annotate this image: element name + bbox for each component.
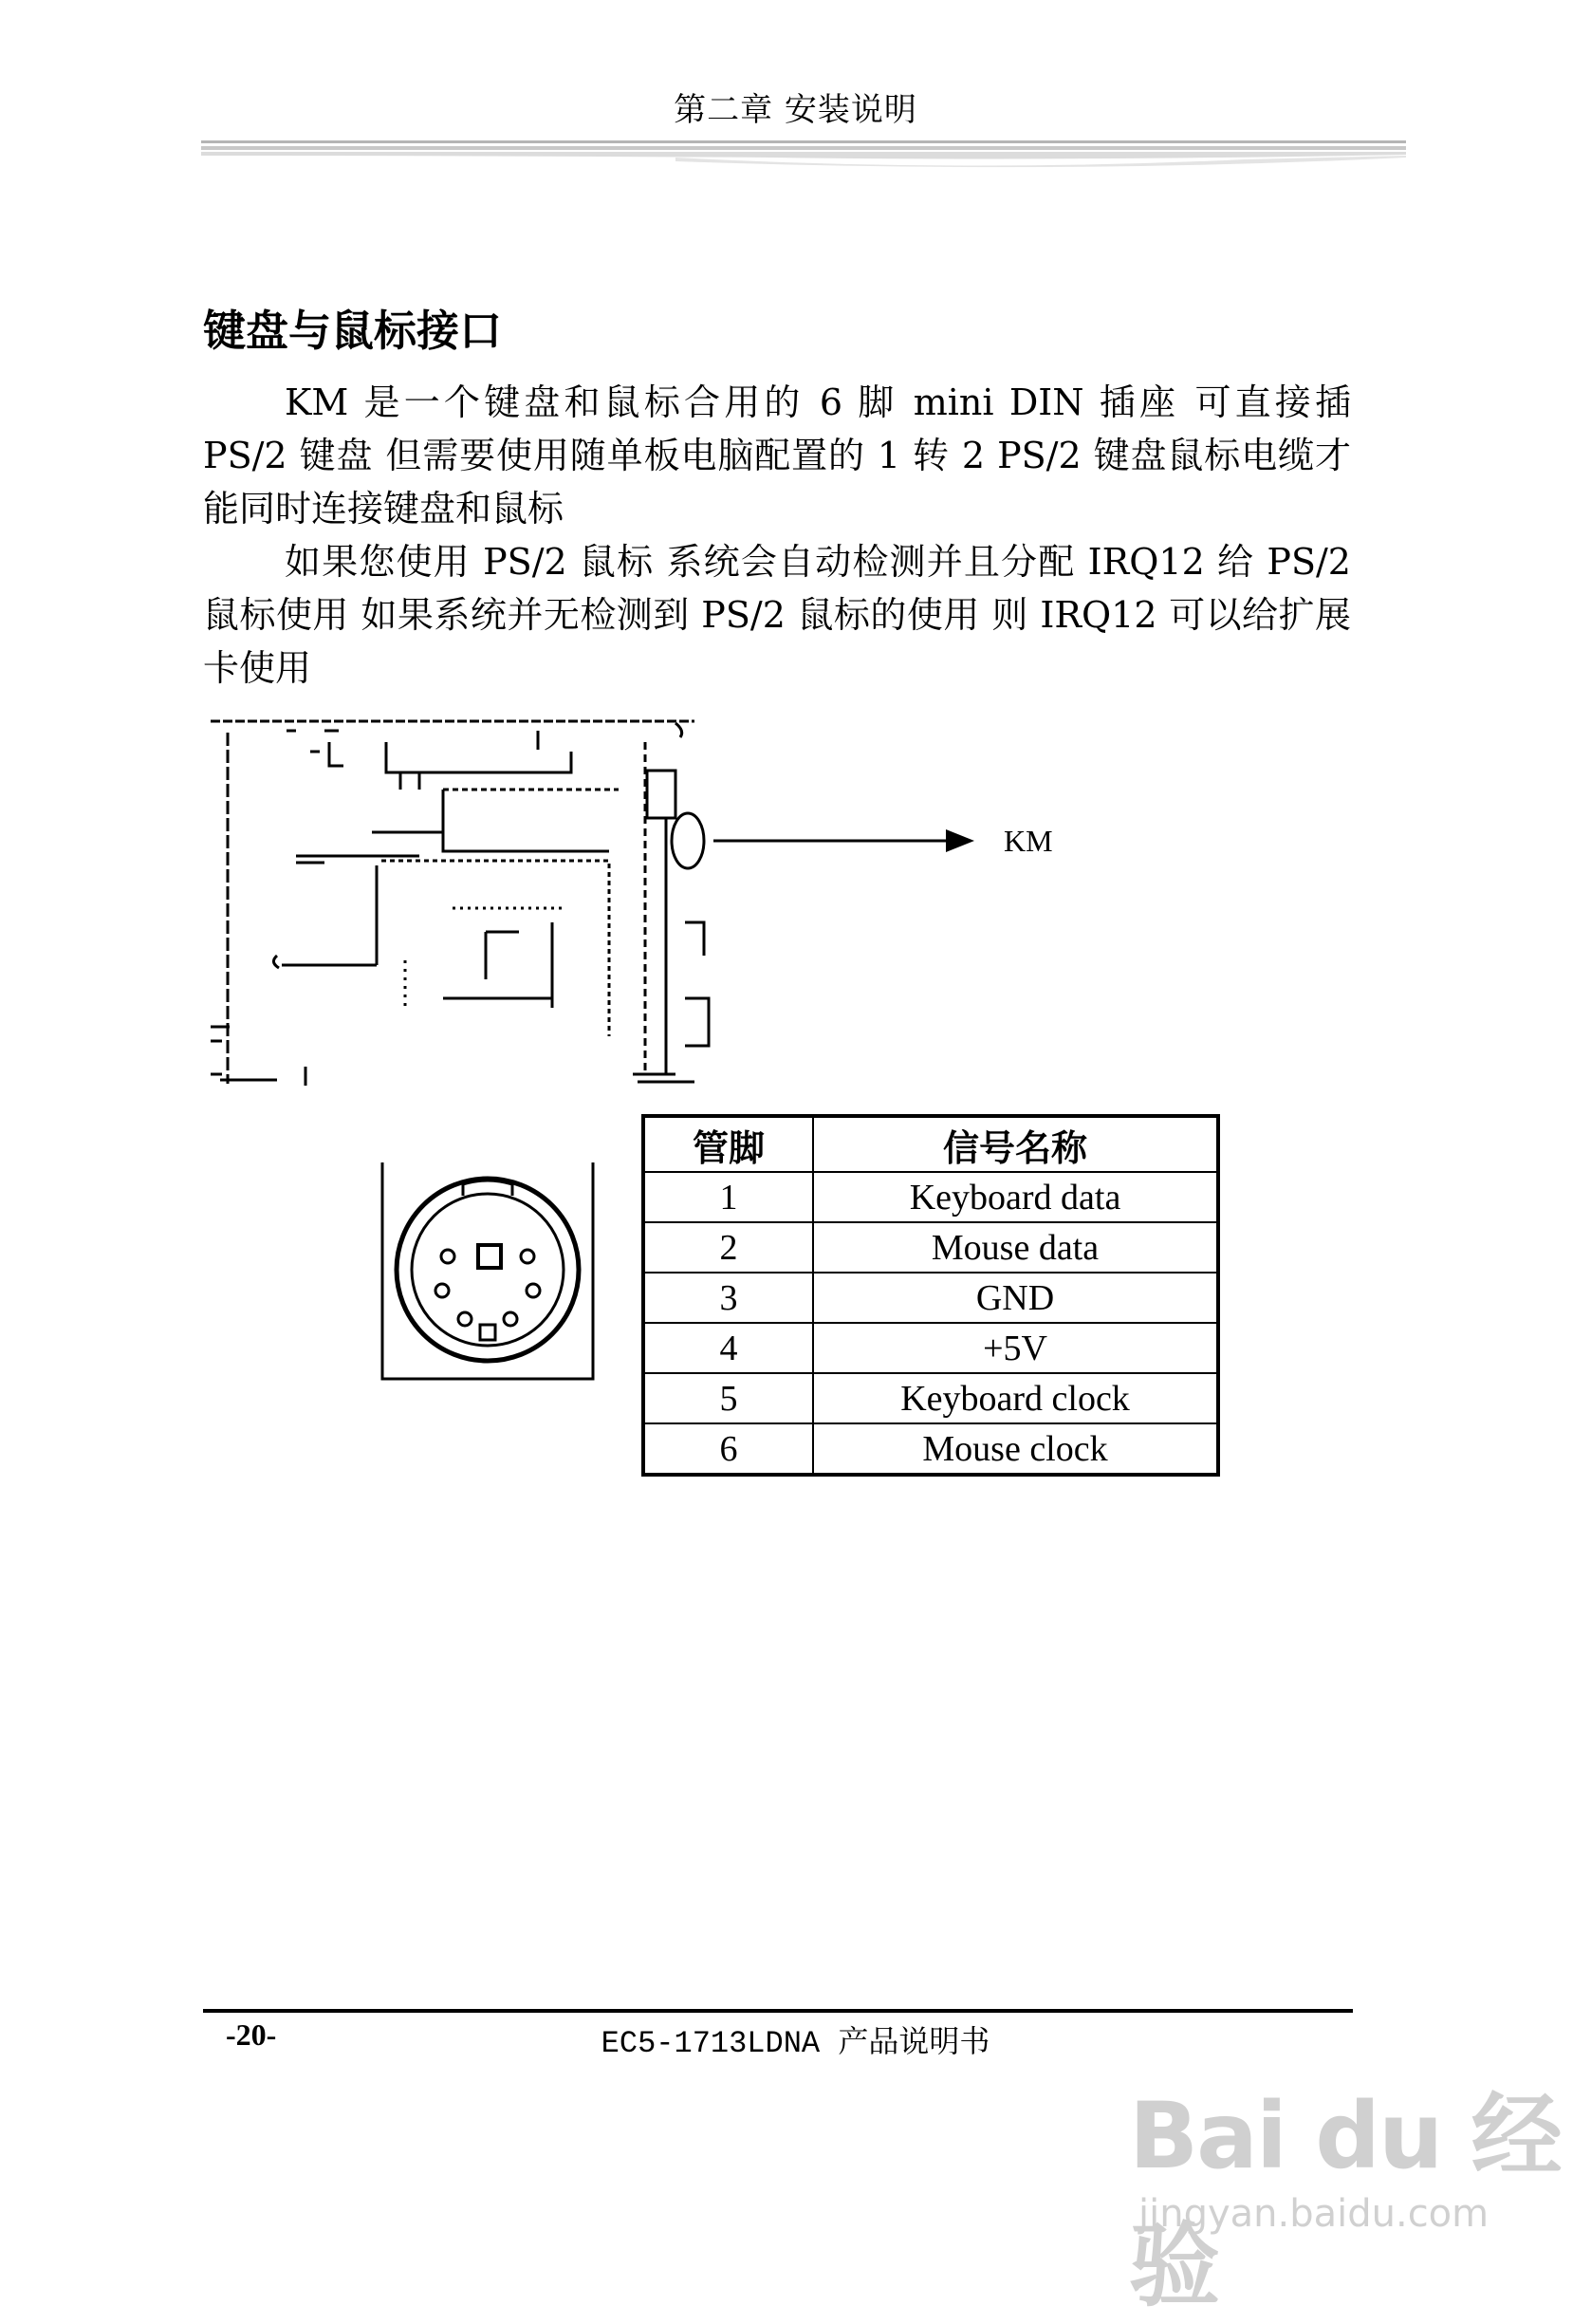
chapter-header: 第二章 安装说明 <box>674 91 917 129</box>
signal-name: Keyboard data <box>813 1172 1218 1222</box>
page-number: -20- <box>226 2017 277 2052</box>
pin-number: 1 <box>643 1172 813 1222</box>
header-rule <box>201 140 1406 175</box>
table-row <box>643 1373 1218 1423</box>
watermark-url: jingyan.baidu.com <box>1138 2192 1489 2236</box>
signal-column-header: 信号名称 <box>813 1116 1218 1172</box>
footer-product-title: EC5-1713LDNA 产品说明书 <box>601 2026 990 2061</box>
pin-number: 5 <box>643 1373 813 1423</box>
signal-name: GND <box>813 1273 1218 1323</box>
pin-number: 2 <box>643 1222 813 1273</box>
table-header-row <box>643 1116 1218 1172</box>
board-layout-diagram <box>201 714 1017 1093</box>
pin-number: 4 <box>643 1323 813 1373</box>
paragraph-irq-description: 如果您使用 PS/2 鼠标 系统会自动检测并且分配 IRQ12 给 PS/2 鼠标使用 如果系统并无检测到 PS/2 鼠标的使用 则 IRQ12 可以给扩展卡使用 <box>203 541 1351 689</box>
table-row <box>643 1323 1218 1373</box>
km-callout-label: KM <box>1004 824 1053 858</box>
signal-name: Mouse clock <box>813 1423 1218 1475</box>
pin-assignment-table <box>641 1114 1220 1477</box>
pin-column-header: 管脚 <box>643 1116 813 1172</box>
pin-number: 6 <box>643 1423 813 1475</box>
signal-name: +5V <box>813 1323 1218 1373</box>
table-row <box>643 1423 1218 1475</box>
pin-number: 3 <box>643 1273 813 1323</box>
table-row <box>643 1273 1218 1323</box>
footer-rule <box>203 2009 1353 2013</box>
section-title: 键盘与鼠标接口 <box>203 306 503 356</box>
baidu-jingyan-watermark <box>1129 2064 1565 2319</box>
signal-name: Mouse data <box>813 1222 1218 1273</box>
table-row <box>643 1222 1218 1273</box>
mini-din-connector-icon <box>379 1158 598 1385</box>
watermark-logo: Bai du 经验 <box>1129 2083 1561 2319</box>
signal-name: Keyboard clock <box>813 1373 1218 1423</box>
paragraph-km-description: KM 是一个键盘和鼠标合用的 6 脚 mini DIN 插座 可直接插 PS/2 键盘 但需要使用随单板电脑配置的 1 转 2 PS/2 键盘鼠标电缆才能同时连接键盘和鼠标 <box>203 381 1351 530</box>
table-row <box>643 1172 1218 1222</box>
